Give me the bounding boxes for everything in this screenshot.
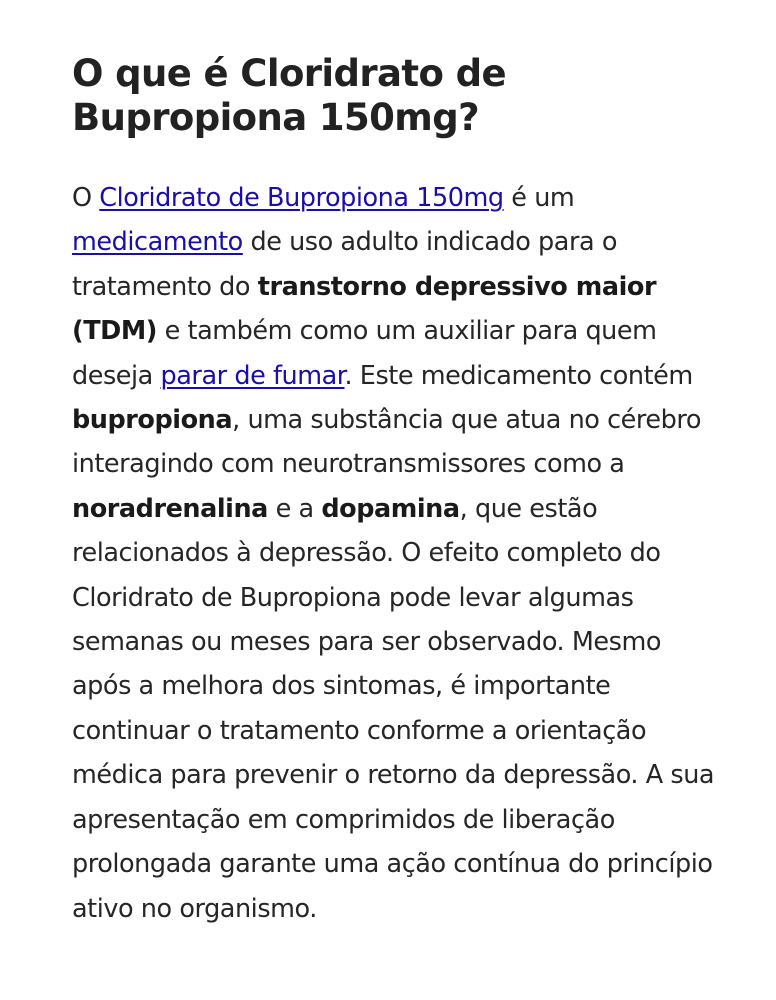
article-title: O que é Cloridrato de Bupropiona 150mg? bbox=[72, 52, 506, 139]
paragraph-text: O bbox=[72, 183, 100, 213]
paragraph-text: e a bbox=[267, 493, 322, 524]
article-paragraph bbox=[72, 176, 722, 931]
paragraph-text: , uma substância que atua no cérebro interagindo com neurotransmissores como a bbox=[72, 405, 701, 480]
product-link[interactable]: Cloridrato de Bupropiona 150mg bbox=[99, 183, 504, 213]
bold-term-noradrenalina: noradrenalina bbox=[72, 493, 268, 524]
paragraph-text: e também como um auxiliar para quem deseja bbox=[72, 316, 657, 391]
paragraph-text: . Este medicamento contém bbox=[344, 360, 693, 391]
paragraph-text: , que estão relacionados à depressão. O efeito completo do Cloridrato de Bupropiona pode levar algumas semanas ou meses para ser observado. Mesmo após a melhora dos sintomas, é importante continuar o tratamento conforme a orientação médica para prevenir o retorno da depressão. A sua apresentação em comprimidos de liberação prolongada garante uma ação contínua do princípio ativo no organismo. bbox=[72, 493, 715, 924]
medicamento-link[interactable]: medicamento bbox=[72, 227, 243, 258]
paragraph-text: é um bbox=[503, 183, 575, 213]
article bbox=[72, 52, 722, 931]
paragraph-text: de uso adulto indicado para o tratamento do bbox=[72, 227, 617, 302]
bold-term-bupropiona: bupropiona bbox=[72, 405, 233, 436]
bold-term-dopamina: dopamina bbox=[321, 493, 460, 524]
bold-term-tdm: transtorno depressivo maior (TDM) bbox=[72, 271, 657, 347]
parar-de-fumar-link[interactable]: parar de fumar bbox=[160, 360, 345, 391]
